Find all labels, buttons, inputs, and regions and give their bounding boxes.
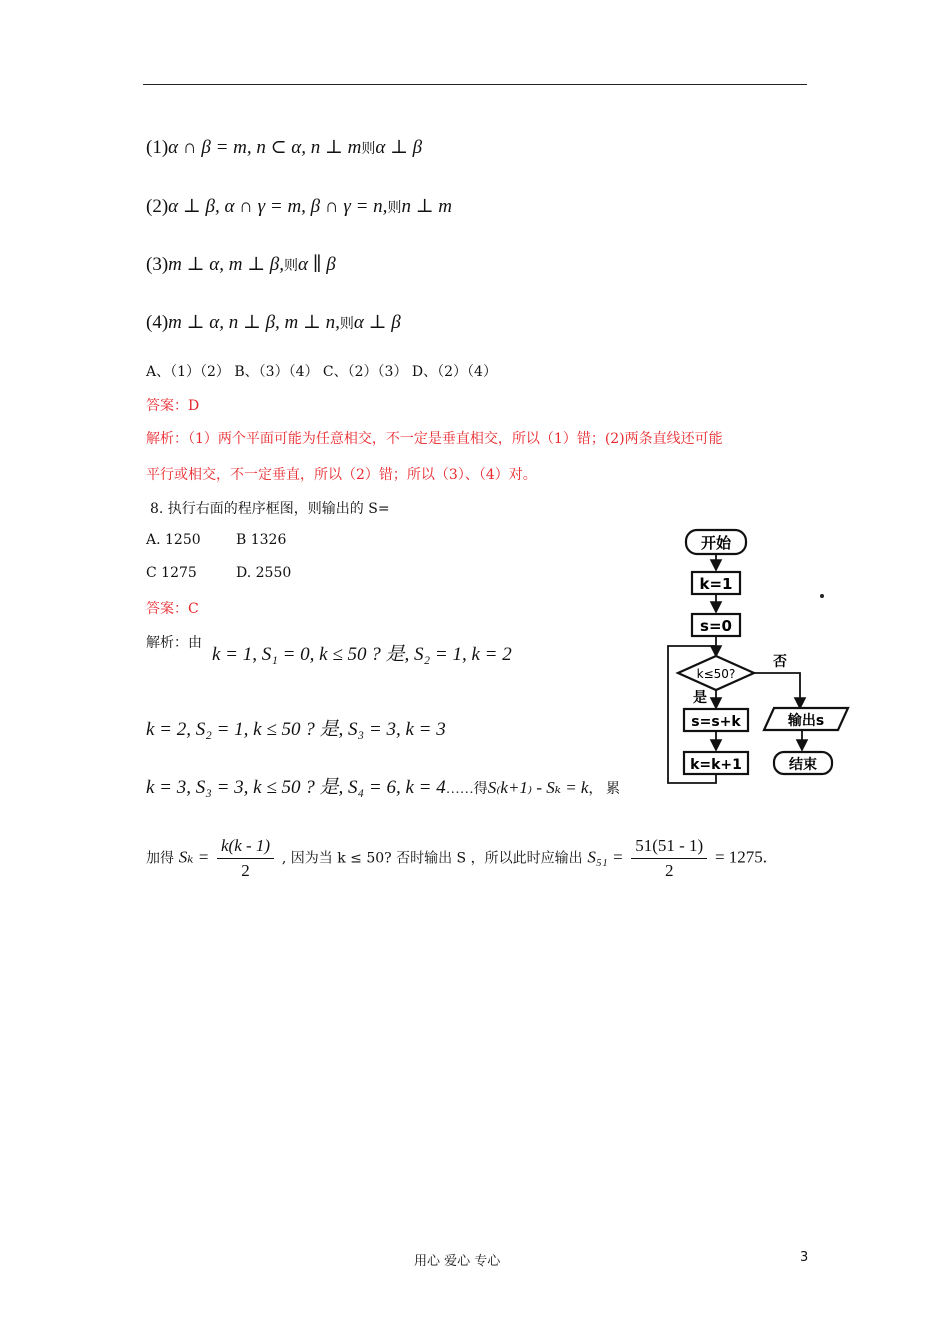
update-k-label: k=k+1	[690, 757, 742, 773]
program-flowchart	[662, 496, 850, 792]
lei-text: ， 累	[588, 782, 620, 797]
statement-number: (2)	[146, 196, 169, 217]
statement-number: (4)	[146, 312, 169, 333]
no-label: 否	[773, 654, 787, 670]
final-denominator: 2	[664, 861, 674, 880]
sum-numerator: k(k - 1)	[217, 836, 274, 859]
q7-options: A、（1）（2） B、（3）（4） C、（2）（3） D、（2）（4）	[146, 364, 497, 380]
statement-expr: m ⊥ α, n ⊥ β, m ⊥ n,	[168, 312, 340, 333]
step-expr: k = 1, S₁ = 0, k ≤ 50 ? 是, S₂ = 1, k = 2	[212, 644, 512, 665]
q7-analysis-line1: 解析：（1）两个平面可能为任意相交，不一定是垂直相交，所以（1）错；(2)两条直线还可能	[146, 431, 723, 447]
output-label: 输出s	[787, 713, 825, 729]
step-expr: k = 3, S₃ = 3, k ≤ 50 ? 是, S₄ = 6, k = 4	[146, 777, 446, 798]
q8-answer: 答案：C	[146, 601, 199, 617]
statement-result: n ⊥ m	[401, 196, 453, 217]
init-k-label: k=1	[699, 575, 733, 593]
then-word: 则	[387, 201, 402, 216]
q8-analysis-label: 解析：由	[146, 635, 202, 651]
statement-4	[146, 311, 401, 334]
statement-number: (1)	[146, 137, 169, 158]
then-word: 则	[339, 317, 354, 332]
page-number: 3	[800, 1250, 809, 1265]
scan-dot	[820, 594, 824, 598]
sum-prefix: 加得	[146, 850, 174, 867]
sum-denominator: 2	[241, 861, 250, 880]
q7-answer: 答案：D	[146, 398, 200, 414]
decision-label: k≤50?	[696, 667, 736, 681]
statement-result: α ⊥ β	[353, 312, 401, 333]
footer-slogan: 用心 爱心 专心	[414, 1254, 501, 1269]
q8-option-a: A. 1250	[146, 532, 201, 548]
final-numerator: 51(51 - 1)	[631, 836, 707, 859]
no-arrow	[754, 673, 800, 708]
statement-2	[146, 195, 452, 218]
q7-analysis-line2: 平行或相交，不一定垂直，所以（2）错；所以（3）、（4）对。	[146, 467, 537, 483]
statement-expr: α ∩ β = m, n ⊂ α, n ⊥ m	[168, 137, 362, 158]
recurrence-expr: S₍k+1₎ - Sₖ = k	[487, 778, 589, 797]
sum-fraction	[217, 836, 274, 881]
yes-label: 是	[693, 690, 707, 706]
statement-expr: m ⊥ α, m ⊥ β,	[168, 254, 285, 275]
header-rule	[143, 84, 807, 85]
start-label: 开始	[700, 534, 732, 552]
end-label: 结束	[789, 757, 817, 773]
q8-option-c: C 1275	[146, 565, 197, 581]
update-s-label: s=s+k	[691, 714, 741, 730]
q8-step3	[146, 772, 620, 799]
final-fraction	[631, 836, 707, 881]
q8-sum-line	[146, 836, 767, 881]
q8-step1	[212, 639, 512, 666]
q8-question: 8. 执行右面的程序框图，则输出的 S=	[150, 501, 390, 517]
statement-number: (3)	[146, 254, 169, 275]
final-lhs: S₅₁ =	[587, 847, 624, 867]
q8-step2	[146, 714, 446, 741]
statement-expr: α ⊥ β, α ∩ γ = m, β ∩ γ = n,	[168, 196, 388, 217]
statement-1	[146, 136, 422, 159]
sum-lhs: Sₖ =	[178, 847, 210, 867]
final-rhs: = 1275.	[714, 847, 768, 867]
statement-result: α ⊥ β	[375, 137, 423, 158]
then-word: 则	[361, 142, 376, 157]
q8-option-d: D. 2550	[236, 565, 292, 581]
statement-result: α ∥ β	[298, 254, 336, 275]
q8-option-b: B 1326	[236, 532, 287, 548]
step-expr: k = 2, S₂ = 1, k ≤ 50 ? 是, S₃ = 3, k = 3	[146, 719, 446, 740]
then-word: 则	[284, 259, 299, 274]
init-s-label: s=0	[700, 617, 732, 635]
sum-middle-text: , 因为当 k ≤ 50? 否时输出 S ，所以此时应输出	[281, 850, 583, 867]
statement-3	[146, 253, 336, 276]
ellipsis-text: ……得	[445, 782, 488, 797]
